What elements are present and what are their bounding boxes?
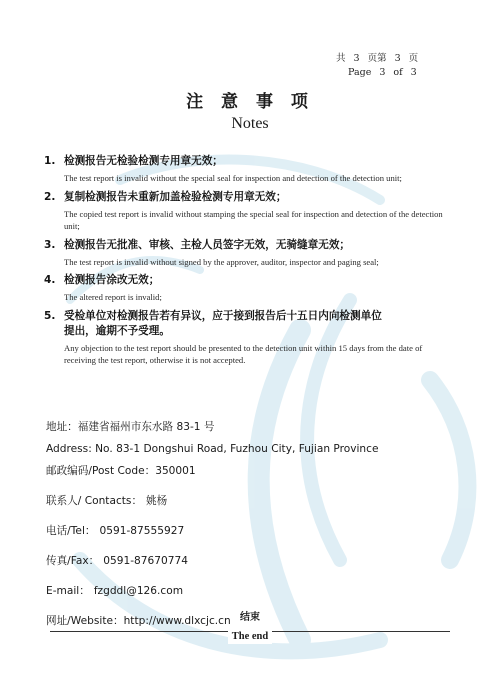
note-number: 5.: [44, 309, 56, 322]
email-line: [46, 580, 466, 602]
note-item-1: [44, 154, 456, 185]
end-rule: [50, 624, 450, 642]
address-zh-line: [46, 416, 466, 438]
note-zh: 检测报告无检验检测专用章无效；: [64, 155, 223, 167]
note-item-3: [44, 238, 456, 269]
note-number: 2.: [44, 190, 56, 203]
note-en: The altered report is invalid;: [64, 292, 162, 302]
page-mid: 页第: [367, 53, 387, 64]
title-en: Notes: [231, 115, 269, 132]
fax-line: [46, 550, 466, 572]
note-en: The test report is invalid without the special seal for inspection and detection of the detection unit;: [64, 173, 402, 183]
note-item-5: [44, 309, 456, 367]
postcode-label: 邮政编码/Post Code：: [46, 465, 156, 477]
address-zh-label: 地址：: [46, 421, 78, 433]
tel-label: 电话/Tel：: [46, 525, 96, 537]
current-page: 3: [394, 53, 401, 64]
note-number: 4.: [44, 274, 56, 286]
en-of: of: [393, 67, 403, 78]
notes-list: [44, 154, 456, 372]
note-zh: 检测报告涂改无效；: [64, 274, 160, 286]
address-en-line: [46, 438, 466, 460]
note-en: Any objection to the test report should be presented to the detection unit within 15 days from the date of receiving the test report, otherwise it is not accepted.: [64, 342, 423, 365]
notes-title: [0, 92, 500, 134]
total-pages: 3: [353, 53, 360, 64]
note-zh: 检测报告无批准、审核、主检人员签字无效，无骑缝章无效；: [64, 238, 351, 251]
end-zh: 结束: [240, 612, 260, 623]
email-value: fzgddl@126.com: [93, 585, 184, 597]
note-zh: 受检单位对检测报告若有异议，应于接到报告后十五日内向检测单位: [64, 309, 382, 322]
note-number: 3.: [44, 238, 56, 251]
note-en: The copied test report is invalid without stamping the special seal for inspection and detection of the detection unit;: [64, 208, 443, 231]
contact-info: [46, 416, 466, 632]
note-en: The test report is invalid without signed by the approver, auditor, inspector and paging seal;: [64, 256, 379, 267]
fax-label: 传真/Fax：: [46, 555, 100, 567]
contact-line: [46, 490, 466, 512]
address-en: Address: No. 83-1 Dongshui Road, Fuzhou City, Fujian Province: [46, 443, 379, 455]
note-number: 1.: [44, 155, 56, 167]
page-counter-en: [336, 66, 446, 80]
tel-line: [46, 520, 466, 542]
postcode-line: [46, 460, 466, 482]
tel-value: 0591-87555927: [99, 525, 185, 537]
en-total-pages: 3: [410, 67, 417, 78]
fax-value: 0591-87670774: [103, 555, 188, 567]
en-page-label: Page: [348, 67, 372, 78]
en-current-page: 3: [379, 67, 386, 78]
page-suffix: 页: [408, 53, 419, 64]
note-zh: 复制检测报告未重新加盖检验检测专用章无效；: [64, 190, 287, 203]
postcode-value: 350001: [155, 465, 196, 477]
address-zh: 福建省福州市东水路 83-1 号: [77, 421, 215, 433]
contact-label: 联系人/ Contacts：: [46, 495, 143, 507]
page-counter-zh: [336, 52, 446, 66]
note-item-2: [44, 190, 456, 233]
end-en: The end: [228, 630, 272, 644]
contact-value: 姚杨: [146, 495, 168, 507]
website-label: 网址/Website：: [46, 615, 124, 627]
total-prefix: 共: [336, 53, 346, 64]
title-zh: 注 意 事 项: [186, 92, 314, 112]
note-zh-continued: 提出，逾期不予受理。: [64, 324, 170, 337]
email-label: E-mail：: [46, 585, 90, 597]
note-item-4: [44, 273, 456, 304]
the-end-marker: [50, 612, 450, 642]
page-counter: [336, 52, 446, 80]
website-value: http://www.dlxcjc.cn: [123, 615, 231, 627]
